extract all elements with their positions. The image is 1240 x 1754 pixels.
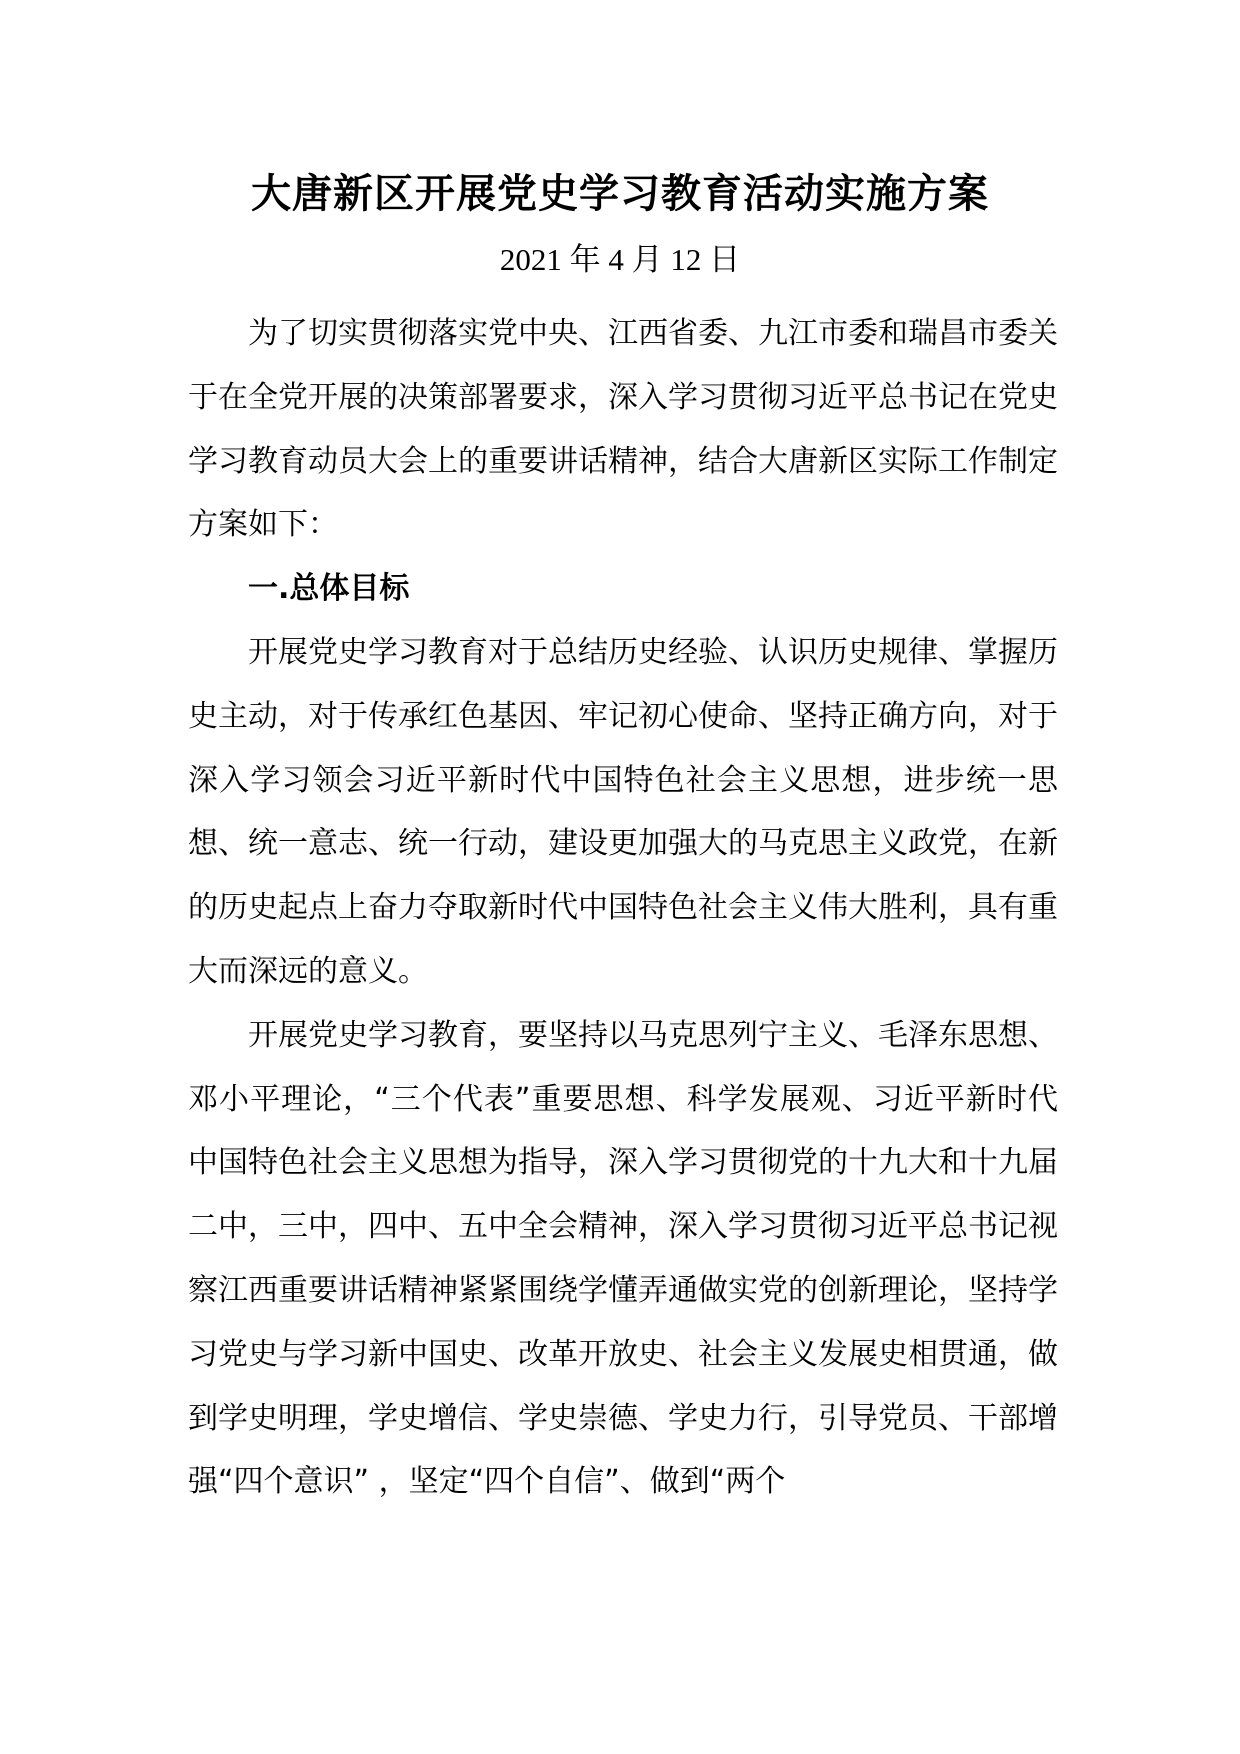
document-body [188,302,1058,1514]
document-title: 大唐新区开展党史学习教育活动实施方案 [251,171,989,217]
document-date: 2021 年 4 月 12 日 [499,242,741,277]
section-heading: 一.总体目标 [248,571,410,607]
body-paragraph: 开展党史学习教育，要坚持以马克思列宁主义、毛泽东思想、邓小平理论，“三个代表”重要思想、科学发展观、习近平新时代中国特色社会主义思想为指导，深入学习贯彻党的十九大和十九届二中，三中，四中、五中全会精神，深入学习贯彻习近平总书记视察江西重要讲话精神紧紧围绕学懂弄通做实党的创新理论，坚持学习党史与学习新中国史、改革开放史、社会主义发展史相贯通，做到学史明理，学史增信、学史崇德、学史力行，引导党员、干部增强“四个意识” ，坚定“四个自信”、做到“两个 [188,1017,1058,1500]
body-paragraph: 开展党史学习教育对于总结历史经验、认识历史规律、掌握历史主动，对于传承红色基因、牢记初心使命、坚持正确方向，对于深入学习领会习近平新时代中国特色社会主义思想，进步统一思想、统一意志、统一行动，建设更加强大的马克思主义政党，在新的历史起点上奋力夺取新时代中国特色社会主义伟大胜利，具有重大而深远的意义。 [188,634,1058,989]
intro-paragraph: 为了切实贯彻落实党中央、江西省委、九江市委和瑞昌市委关于在全党开展的决策部署要求，深入学习贯彻习近平总书记在党史学习教育动员大会上的重要讲话精神，结合大唐新区实际工作制定方案如下： [188,316,1058,543]
